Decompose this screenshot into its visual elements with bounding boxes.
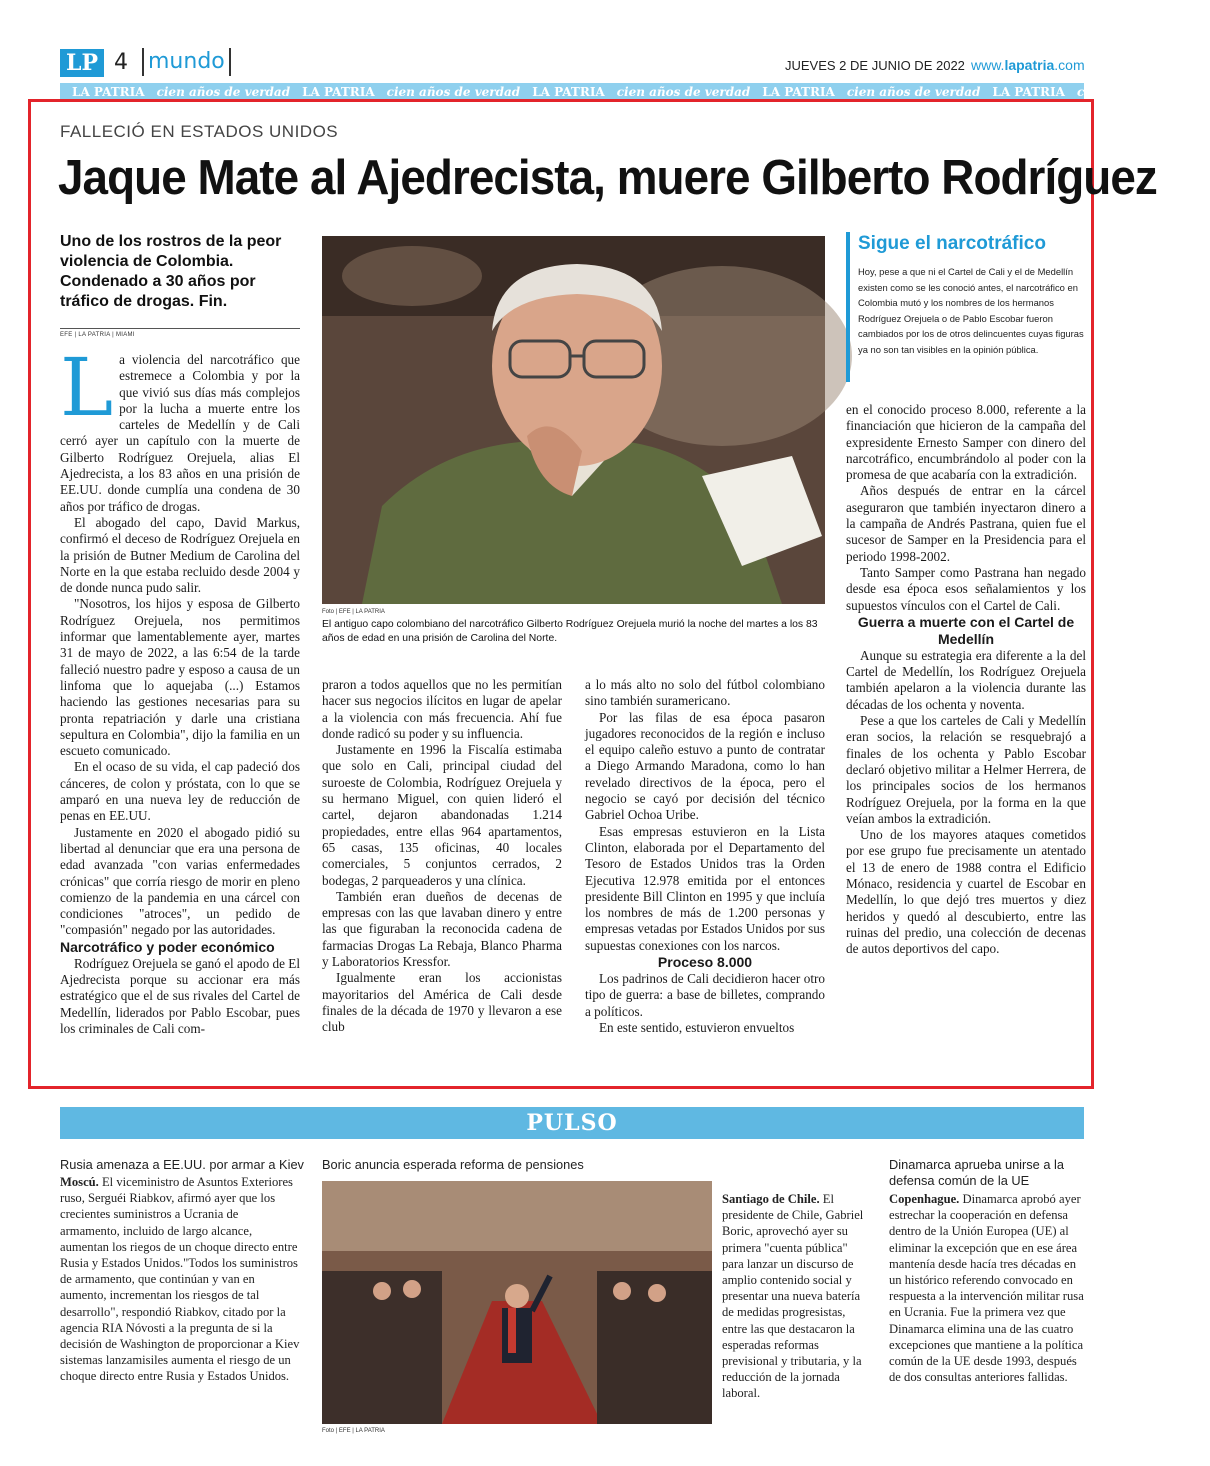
dateline: Santiago de Chile. [722,1192,820,1206]
lp-logo: LP [60,49,104,77]
strip-brand: LA PATRIA [992,85,1065,99]
body-text: El presidente de Chile, Gabriel Boric, aprovechó ayer su primera "cuenta pública" para lanzar un discurso de amplio contenido social y presentar una nueva batería de medidas progresistas, entre las que destacaron la esperadas reformas previsional y tributaria, y la reducción de la jornada laboral. [722,1192,864,1401]
section-name: mundo [142,48,231,76]
strip-tagline: cien años de verdad [156,85,291,99]
sidebar-box [846,232,1086,382]
article-column-2 [322,677,562,1085]
strip-brand: LA PATRIA [302,85,375,99]
website-brand: lapatria [1004,57,1055,73]
strip-brand: LA PATRIA [532,85,605,99]
article-subhead: Guerra a muerte con el Cartel de Medellín [857,613,1075,647]
paragraph: en el conocido proceso 8.000, referente a la financiación que hicieron de la campaña del expresidente Ernesto Samper con dinero del narcotráfico, encumbrándolo al poder con la promesa de que acabaría con la extradición. [846,402,1086,483]
paragraph: Rodríguez Orejuela se ganó el apodo de El Ajedrecista porque su accionar era más estratégico que el de sus rivales del Cartel de Medellín, liderados por Pablo Escobar, pues los criminales de Cali com- [60,955,300,1036]
pulso-item-2-photo [322,1181,712,1424]
website-suffix: .com [1054,57,1085,73]
pulso-item-1-body [60,1174,300,1385]
paragraph: Aunque su estrategia era diferente a la del Cartel de Medellín, los Rodríguez Orejuela también apelaron a la violencia durante las décadas de los ochenta y noventa. [846,647,1086,712]
paragraph: Uno de los mayores ataques cometidos por ese grupo fue precisamente un atentado el 13 de enero de 1988 contra el Edificio Mónaco, residencia y cuartel de Escobar en Medellín, lo que dejó tres muertos y diez heridos y quedó al descubierto, entre las ruinas del predio, una colección de decenas de autos deportivos del capo. [846,827,1086,957]
pulso-item-2-photo-credit: Foto | EFE | LA PATRIA [322,1428,385,1434]
paragraph: Justamente en 1996 la Fiscalía estimaba que solo en Cali, principal ciudad del suroeste de Colombia, Rodríguez Orejuela y su hermano Miguel, con quien lideró el cartel, dejaron abandonadas 1.214 propiedades, entre ellas 964 apartamentos, 65 casas, 135 oficinas, 40 locales comerciales, 5 conjuntos cerrados, 2 bodegas, 2 parqueaderos y una clínica. [322,742,562,888]
paragraph: El abogado del capo, David Markus, confirmó el deceso de Rodríguez Orejuela en la prisión de Butner Medium de Carolina del Norte en la que estaba recluido desde 2004 y de donde nunca pudo salir. [60,514,300,596]
article-lead: Uno de los rostros de la peor violencia de Colombia. Condenado a 30 años por tráfico de drogas. Fin. [60,233,282,310]
main-photo [322,236,825,604]
paragraph: Igualmente eran los accionistas mayoritarios del América de Cali desde finales de la década de 1970 y llevaron a ese club [322,970,562,1035]
website-prefix: www. [971,57,1005,73]
body-text: El viceministro de Asuntos Exteriores ruso, Serguéi Riabkov, afirmó ayer que los crecientes suministros a Ucrania de armamento, incluido de largo alcance, aumentan los riegos de un choque directo entre Rusia y Estados Unidos."Todos los suministros de armamento, que continúan y van en aumento, incrementan los riesgos de tal desarrollo", respondió Riabkov, citado por la agencia RIA Nóvosti a la pregunta de si la decisión de Washington de proporcionar a Kiev sistemas lanzamisiles aumenta el riesgo de un choque directo entre Rusia y Estados Unidos. [60,1175,300,1384]
photo-caption: El antiguo capo colombiano del narcotráfico Gilberto Rodríguez Orejuela murió la noche del martes a los 83 años de edad en una prisión de Carolina del Norte. [322,619,818,644]
article-subhead: Proceso 8.000 [657,954,753,971]
article-column-1 [60,341,300,1085]
paragraph: Años después de entrar en la cárcel aseguraron que también inyectaron dinero a la campaña de Andrés Pastrana, quien fue el sucesor de Samper en la Presidencia para el periodo 1998-2002. [846,483,1086,564]
dateline: Copenhague. [889,1192,960,1206]
dropcap: L [60,341,114,434]
paragraph: Justamente en 2020 el abogado pidió su libertad al denunciar que era una persona de edad avanzada "con varias enfermedades crónicas" que corría riesgo de morir en pleno comienzo de la pandemia en una cárcel con condiciones "atroces", un pedido de "compasión" negado por las autoridades. [60,824,300,938]
pulso-item-3-body [889,1191,1089,1385]
paragraph: También eran dueños de decenas de empresas con las que lavaban dinero y entre las que figuraban la reconocida cadena de farmacias Drogas La Rebaja, Blanco Pharma y Laboratorios Kressfor. [322,888,562,970]
issue-date: JUEVES 2 DE JUNIO DE 2022 [785,58,965,73]
paragraph: Los padrinos de Cali decidieron hacer otro tipo de guerra: a base de billetes, comprando a políticos. [585,971,825,1019]
paragraph: Esas empresas estuvieron en la Lista Clinton, elaborada por el Departamento del Tesoro de Estados Unidos tras la Orden Ejecutiva 12.978 emitida por el entonces presidente Bill Clinton en 1995 y que incluía los nombres de más de 1.200 personas y empresas vetadas por Estados Unidos por sus supuestas conexiones con los narcos. [585,823,825,953]
article-headline: Jaque Mate al Ajedrecista, muere Gilberto Rodríguez [58,151,1157,205]
portrait-illustration [322,236,825,604]
dateline: Moscú. [60,1175,99,1189]
paragraph: praron a todos aquellos que no les permitían hacer sus negocios ilícitos en lugar de apelar a la violencia con más frecuencia. Ahí fue donde radicó su poder y su influencia. [322,677,562,741]
paragraph: Tanto Samper como Pastrana han negado desde esa época esos señalamientos y los supuestos vínculos con el Cartel de Cali. [846,564,1086,613]
article-byline: EFE | LA PATRIA | MIAMI [60,328,300,338]
pulso-item-2-body [722,1191,872,1402]
strip-tagline: cien años de verdad [616,85,751,99]
pulso-item-2-headline: Boric anuncia esperada reforma de pensiones [322,1157,584,1172]
sidebar-body: Hoy, pese a que ni el Cartel de Cali y el de Medellín existen como se les conoció antes, el narcotráfico en Colombia mutó y los nombres de los hermanos Rodríguez Orejuela o de Pablo Escobar fueron cambiados por los de otros delincuentes cuyas figuras ya no son tan visibles en la opinión pública. [858,266,1084,355]
paragraph: Por las filas de esa época pasaron jugadores reconocidos de la región e incluso el equipo caleño estuvo a punto de contratar a Diego Armando Maradona, como lo han revelado directivos de la época, pero el negocio se cayó por decisión del técnico Gabriel Ochoa Uribe. [585,709,825,823]
photo-credit: Foto | EFE | LA PATRIA [322,609,385,615]
pulso-item-1-headline: Rusia amenaza a EE.UU. por armar a Kiev [60,1157,304,1172]
strip-brand: LA PATRIA [72,85,145,99]
paragraph [60,341,300,515]
strip-brand: LA PATRIA [762,85,835,99]
strip-tagline: cien años de verdad [386,85,521,99]
pulso-item-3-headline: Dinamarca aprueba unirse a la defensa común de la UE [889,1157,1064,1188]
article-column-4 [846,402,1086,1085]
paragraph: a lo más alto no solo del fútbol colombiano sino también suramericano. [585,677,825,709]
strip-tagline: cien años de verdad [1076,85,1210,99]
paragraph: En el ocaso de su vida, el cap padeció dos cánceres, de colon y próstata, con lo que se amparó en una nueva ley de reducción de penas en EE.UU. [60,759,300,824]
article-column-3 [585,677,825,1085]
body-text: Dinamarca aprobó ayer estrechar la cooperación en defensa dentro de la Unión Europea (UE) al eliminar la excepción que en ese área mantenía desde hacía tres décadas en un histórico referendo convocado en respuesta a la intervención militar rusa en Ucrania. Fue la primera vez que Dinamarca elimina una de las cuatro excepciones que mantiene a la política común de la UE desde 1993, después de dos consultas anteriores fallidas. [889,1192,1084,1385]
paragraph-text: a violencia del narcotráfico que estremece a Colombia y por la que vivió sus días más complejos por la lucha a muerte entre los carteles de Medellín y de Cali cerró ayer un capítulo con la muerte de Gilberto Rodríguez Orejuela, alias El Ajedrecista, a los 83 años en una prisión de EE.UU. donde cumplía una condena de 30 años por tráfico de drogas. [60,352,300,514]
congress-scene-illustration [322,1181,712,1424]
article-kicker: FALLECIÓ EN ESTADOS UNIDOS [60,122,339,141]
pulso-section-title: PULSO [60,1107,1084,1139]
paragraph: En este sentido, estuvieron envueltos [599,1019,795,1035]
article-subhead: Narcotráfico y poder económico [60,938,275,955]
strip-tagline: cien años de verdad [846,85,981,99]
paragraph: Pese a que los carteles de Cali y Medellín eran socios, la relación se resquebrajó a finales de los ochenta y Pablo Escobar declaró objetivo militar a Helmer Herrera, de los principales socios de los hermanos Rodríguez Orejuela, por la forma en la que veían ambos la extradición. [846,713,1086,826]
website-link[interactable] [971,57,1085,73]
sidebar-title: Sigue el narcotráfico [858,233,1046,254]
paragraph: "Nosotros, los hijos y esposa de Gilberto Rodríguez Orejuela, nos permitimos informar que lamentablemente ayer, martes 31 de mayo de 2022, a las 6:54 de la tarde falleció nuestro padre y esposo a causa de un linfoma que lo aquejaba (...) Estamos haciendo las gestiones necesarias para su pronta repatriación y darle una cristiana sepultura en Colombia", dijo la familia en un escueto comunicado. [60,596,300,759]
page-number: 4 [114,50,128,75]
